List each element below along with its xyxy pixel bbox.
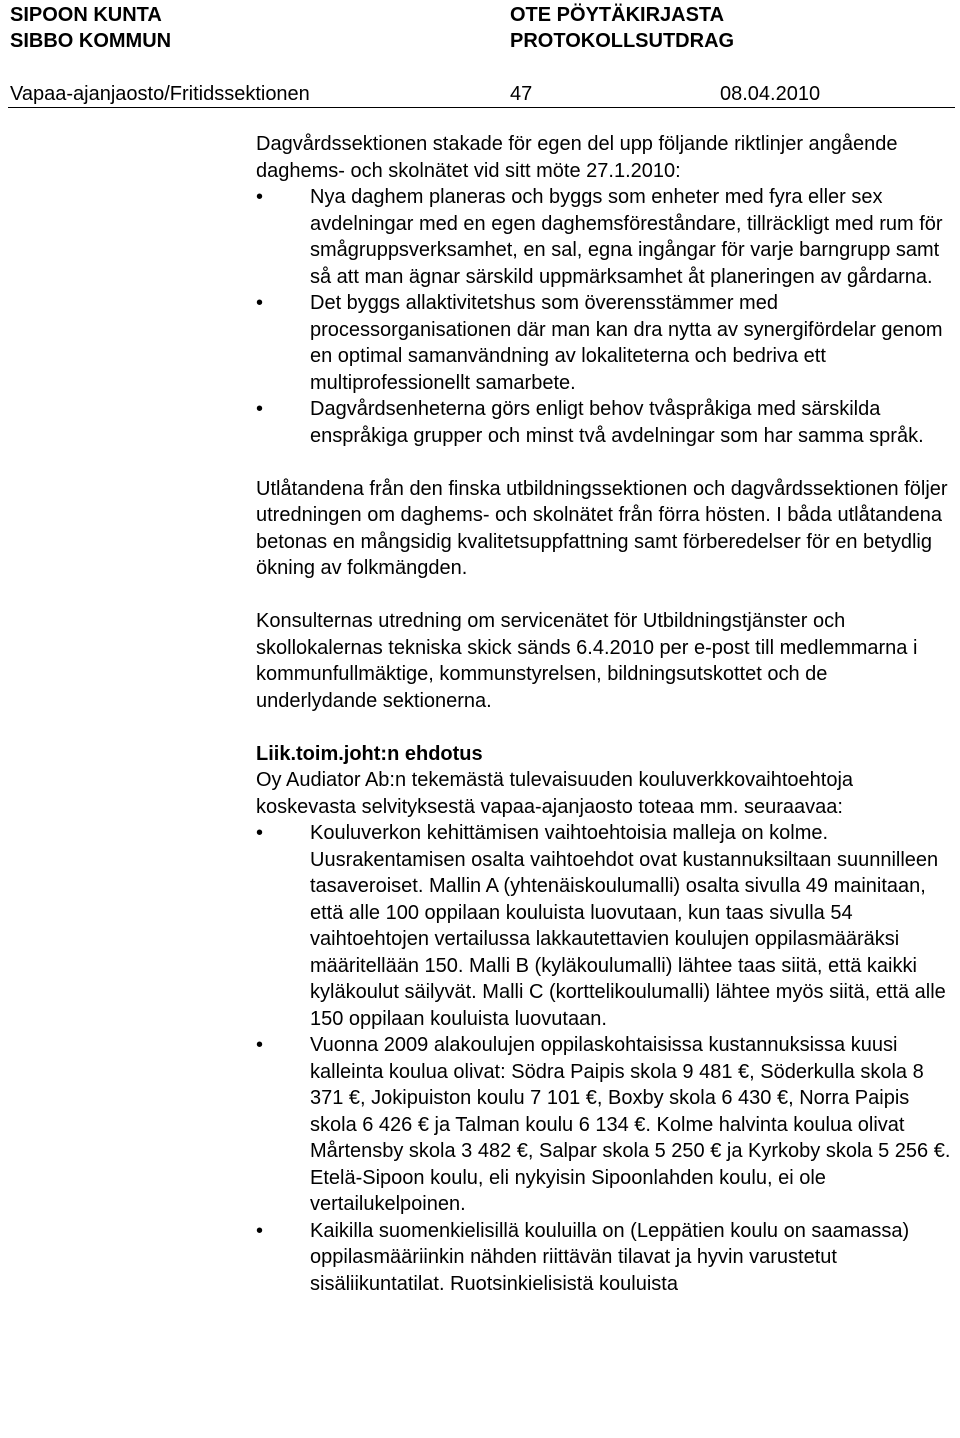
consultant-paragraph: Konsulternas utredning om servicenätet för Utbildningstjänster och skollokalernas tekniska skick sänds 6.4.2010 per e-post till medlemmarna i kommunfullmäktige, kommunstyrelsen, bildningsutskottet och de underlydande sektionerna. [256, 610, 918, 712]
list-item: • Dagvårdsenheterna görs enligt behov tvåspråkiga med särskilda enspråkiga grupper och minst två avdelningar som har samma språk. [256, 398, 924, 447]
section-number: 47 [510, 83, 533, 105]
section-name: Vapaa-ajanjaosto/Fritidssektionen [10, 83, 310, 105]
header-divider [8, 107, 955, 108]
list-item: • Kouluverkon kehittämisen vaihtoehtoisia malleja on kolme. Uusrakentamisen osalta vaihtoehdot ovat kustannuksiltaan suunnilleen tasaveroiset. Mallin A (yhtenäiskoulumalli) osalta sivulla 49 mainitaan, että alle 100 oppilaan kouluista luovutaan, kun taas sivulla 54 vaihtoehtojen vertailussa lakkautettavien koulujen oppilasmääräksi määritellään 150. Malli B (kyläkoulumalli) lähtee taas siitä, että kaikki kyläkoulut säilyvät. Malli C (korttelikoulumalli) lähtee myös siitä, että alle 150 oppilaan kouluista luovutaan. [256, 822, 946, 1030]
header-organization [10, 2, 171, 54]
finnish-bullet-list [256, 820, 951, 1297]
meeting-date: 08.04.2010 [720, 83, 821, 105]
bullet-icon: • [256, 822, 264, 844]
proposal-intro: Oy Audiator Ab:n tekemästä tulevaisuuden kouluverkkovaihtoehtoja koskevasta selvityksestä vapaa-ajanjaosto toteaa mm. seuraavaa: [256, 769, 854, 818]
org-name-finnish: SIPOON KUNTA [10, 4, 162, 26]
bullet-icon: • [256, 1034, 264, 1056]
bullet-icon: • [256, 292, 264, 314]
swedish-bullet-list [256, 184, 951, 449]
proposal-heading: Liik.toim.joht:n ehdotus [256, 742, 483, 765]
bullet-icon: • [256, 398, 264, 420]
bullet-icon: • [256, 186, 264, 208]
list-item: • Nya daghem planeras och byggs som enheter med fyra eller sex avdelningar med en egen daghemsföreståndare, tillräckligt med rum för smågruppsverksamhet, en sal, egna ingångar för varje barngrupp samt så att man ägnar särskild uppmärksamhet åt planeringen av gårdarna. [256, 186, 943, 288]
list-item: • Vuonna 2009 alakoulujen oppilaskohtaisissa kustannuksissa kuusi kalleinta koulua olivat: Södra Paipis skola 9 481 €, Söderkulla skola 8 371 €, Jokipuiston koulu 7 101 €, Boxby skola 6 430 €, Norra Paipis skola 6 426 € ja Talman koulu 6 134 €. Kolme halvinta koulua olivat Mårtensby skola 3 482 €, Salpar skola 5 250 € ja Kyrkoby skola 5 256 €. Etelä-Sipoon koulu, eli nykyisin Sipoonlahden koulu, ei ole vertailukelpoinen. [256, 1034, 951, 1215]
section-line [10, 80, 955, 108]
document-body [256, 131, 951, 1297]
list-item: • Kaikilla suomenkielisillä kouluilla on (Leppätien koulu on saamassa) oppilasmääriinkin nähden riittävän tilavat ja hyvin varustetut sisäliikuntatilat. Ruotsinkielisistä kouluista [256, 1219, 910, 1295]
doc-type-finnish: OTE PÖYTÄKIRJASTA [510, 4, 725, 26]
bullet-icon: • [256, 1219, 264, 1242]
list-item: • Det byggs allaktivitetshus som överensstämmer med processorganisationen där man kan dra nytta av synergifördelar genom en optimal samanvändning av lokaliteterna och bedriva ett multiprofessionellt samarbete. [256, 292, 943, 394]
org-name-swedish: SIBBO KOMMUN [10, 30, 172, 52]
intro-paragraph: Dagvårdssektionen stakade för egen del upp följande riktlinjer angående daghems- och skolnätet vid sitt möte 27.1.2010: [256, 133, 898, 182]
statements-paragraph: Utlåtandena från den finska utbildningssektionen och dagvårdssektionen följer utredningen om daghems- och skolnätet från förra hösten. I båda utlåtandena betonas en mångsidig kvalitetsuppfattning samt förberedelser för en betydlig ökning av folkmängden. [256, 477, 948, 579]
header-document-type [510, 2, 734, 54]
doc-type-swedish: PROTOKOLLSUTDRAG [510, 30, 735, 52]
